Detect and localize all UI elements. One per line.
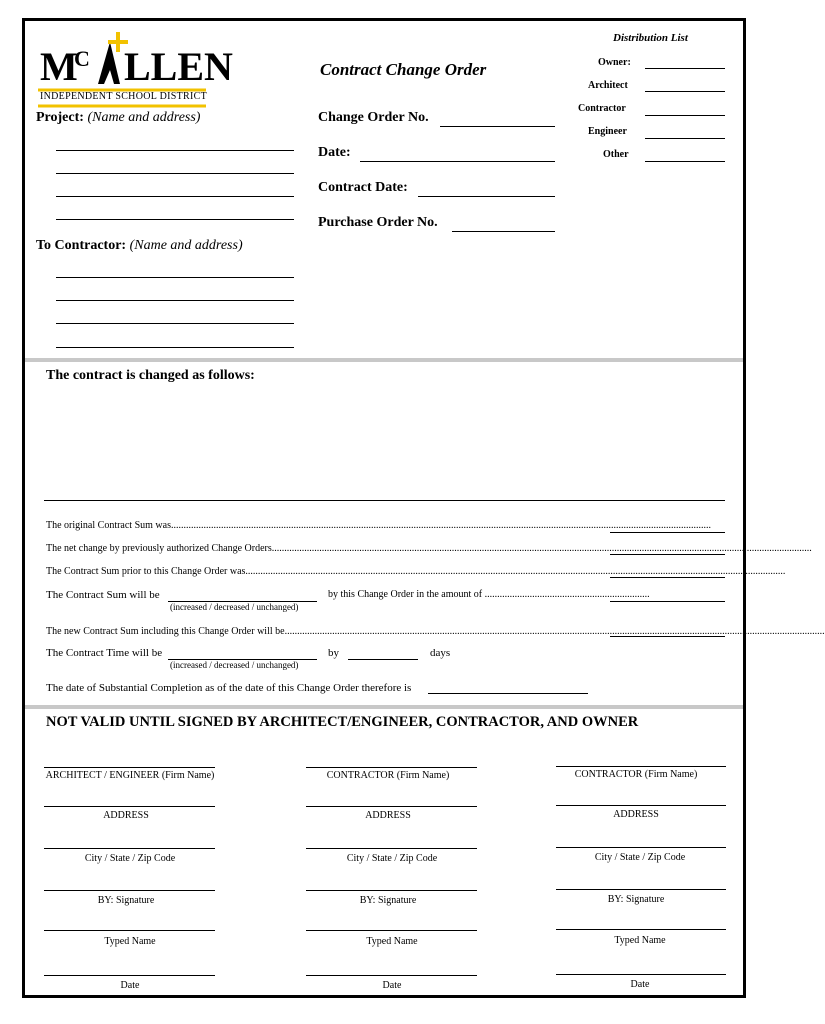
col3-signature-label: BY: Signature — [607, 894, 665, 905]
project-heading — [36, 110, 200, 126]
col2-date-line[interactable] — [306, 975, 477, 976]
time-by-text: by — [328, 647, 339, 659]
col3-firm-line[interactable] — [556, 766, 726, 767]
col1-date-label: Date — [120, 980, 140, 991]
change-order-no-label: Change Order No. — [318, 110, 429, 125]
col3-date-line[interactable] — [556, 974, 726, 975]
new-sum-text: The new Contract Sum including this Change Order will be........................................................................................................................................................................................................................ — [46, 626, 825, 637]
distribution-other-label: Other — [603, 149, 629, 160]
col3-date-label: Date — [630, 979, 650, 990]
time-will-be-text: The Contract Time will be — [46, 647, 163, 659]
contractor-heading — [36, 238, 243, 254]
col1-address-label: ADDRESS — [103, 810, 149, 821]
sum-change-options: (increased / decreased / unchanged) — [170, 602, 299, 612]
project-line-4[interactable] — [56, 219, 294, 220]
section-divider-1 — [25, 358, 743, 362]
completion-date-field[interactable] — [428, 693, 588, 694]
time-change-options: (increased / decreased / unchanged) — [170, 660, 299, 670]
contractor-label: To Contractor: — [36, 238, 127, 253]
prior-sum-text: The Contract Sum prior to this Change Order was........................................................................................................................................................................................................................ — [46, 566, 786, 577]
contractor-line-3[interactable] — [56, 323, 294, 324]
col2-typed-name-line[interactable] — [306, 930, 477, 931]
col1-city-label: City / State / Zip Code — [84, 853, 176, 864]
contractor-line-4[interactable] — [56, 347, 294, 348]
svg-text:M: M — [40, 44, 78, 89]
completion-text: The date of Substantial Completion as of the date of this Change Order therefore is — [46, 682, 412, 694]
col2-date-label: Date — [382, 980, 402, 991]
distribution-architect-label: Architect — [588, 80, 628, 91]
purchase-order-no-label: Purchase Order No. — [318, 215, 438, 230]
time-days-field[interactable] — [348, 659, 418, 660]
col3-city-label: City / State / Zip Code — [594, 852, 686, 863]
original-sum-text: The original Contract Sum was........................................................................................................................................................................................................................ — [46, 520, 711, 531]
distribution-contractor-label: Contractor — [578, 103, 626, 114]
distribution-heading: Distribution List — [613, 32, 688, 44]
section-divider-2 — [25, 705, 743, 709]
prior-sum-field[interactable] — [610, 577, 725, 578]
not-valid-notice: NOT VALID UNTIL SIGNED BY ARCHITECT/ENGINEER, CONTRACTOR, AND OWNER — [46, 714, 639, 730]
col2-firm-line[interactable] — [306, 767, 477, 768]
distribution-engineer-field[interactable] — [645, 138, 725, 139]
col3-firm-label: CONTRACTOR (Firm Name) — [574, 769, 698, 780]
original-sum-field[interactable] — [610, 532, 725, 533]
contractor-line-1[interactable] — [56, 277, 294, 278]
distribution-owner-field[interactable] — [645, 68, 725, 69]
sum-will-be-text: The Contract Sum will be — [46, 589, 160, 601]
net-change-field[interactable] — [610, 554, 725, 555]
col3-typed-name-line[interactable] — [556, 929, 726, 930]
date-field[interactable] — [360, 161, 555, 162]
col2-typed-name-label: Typed Name — [366, 936, 418, 947]
col2-city-line[interactable] — [306, 848, 477, 849]
col1-address-line[interactable] — [44, 806, 215, 807]
district-logo — [38, 28, 233, 110]
col1-signature-line[interactable] — [44, 890, 215, 891]
days-text: days — [430, 647, 451, 659]
col2-address-label: ADDRESS — [365, 810, 411, 821]
project-label: Project: — [36, 110, 84, 125]
form-title: Contract Change Order — [320, 60, 487, 79]
col3-city-line[interactable] — [556, 847, 726, 848]
project-line-3[interactable] — [56, 196, 294, 197]
col1-date-line[interactable] — [44, 975, 215, 976]
col3-signature-line[interactable] — [556, 889, 726, 890]
col1-firm-line[interactable] — [44, 767, 215, 768]
svg-text:C: C — [74, 46, 90, 71]
col2-signature-line[interactable] — [306, 890, 477, 891]
col2-address-line[interactable] — [306, 806, 477, 807]
col1-city-line[interactable] — [44, 848, 215, 849]
new-sum-field[interactable] — [610, 636, 725, 637]
distribution-engineer-label: Engineer — [588, 126, 627, 137]
contract-date-field[interactable] — [418, 196, 555, 197]
col3-typed-name-label: Typed Name — [614, 935, 666, 946]
col2-city-label: City / State / Zip Code — [346, 853, 438, 864]
distribution-architect-field[interactable] — [645, 91, 725, 92]
change-order-no-field[interactable] — [440, 126, 555, 127]
distribution-contractor-field[interactable] — [645, 115, 725, 116]
project-hint: (Name and address) — [87, 110, 201, 125]
col3-address-line[interactable] — [556, 805, 726, 806]
changes-heading: The contract is changed as follows: — [46, 368, 255, 383]
date-label: Date: — [318, 145, 351, 160]
col1-firm-label: ARCHITECT / ENGINEER (Firm Name) — [45, 770, 215, 781]
contract-date-label: Contract Date: — [318, 180, 408, 195]
by-amount-text: by this Change Order in the amount of .................................................................. — [328, 589, 650, 600]
contractor-line-2[interactable] — [56, 300, 294, 301]
col1-typed-name-line[interactable] — [44, 930, 215, 931]
col2-firm-label: CONTRACTOR (Firm Name) — [326, 770, 450, 781]
distribution-other-field[interactable] — [645, 161, 725, 162]
distribution-owner-label: Owner: — [598, 57, 631, 68]
col1-signature-label: BY: Signature — [97, 895, 155, 906]
col1-typed-name-label: Typed Name — [104, 936, 156, 947]
form-border — [22, 18, 825, 998]
contractor-hint: (Name and address) — [129, 238, 243, 253]
svg-text:LLEN: LLEN — [124, 44, 233, 89]
project-line-1[interactable] — [56, 150, 294, 151]
changes-description-field[interactable] — [44, 500, 725, 501]
project-line-2[interactable] — [56, 173, 294, 174]
col2-signature-label: BY: Signature — [359, 895, 417, 906]
purchase-order-no-field[interactable] — [452, 231, 555, 232]
col3-address-label: ADDRESS — [613, 809, 659, 820]
change-amount-field[interactable] — [610, 601, 725, 602]
net-change-text: The net change by previously authorized Change Orders........................................................................................................................................................................................................................ — [46, 543, 812, 554]
district-subtitle: INDEPENDENT SCHOOL DISTRICT — [40, 91, 207, 102]
